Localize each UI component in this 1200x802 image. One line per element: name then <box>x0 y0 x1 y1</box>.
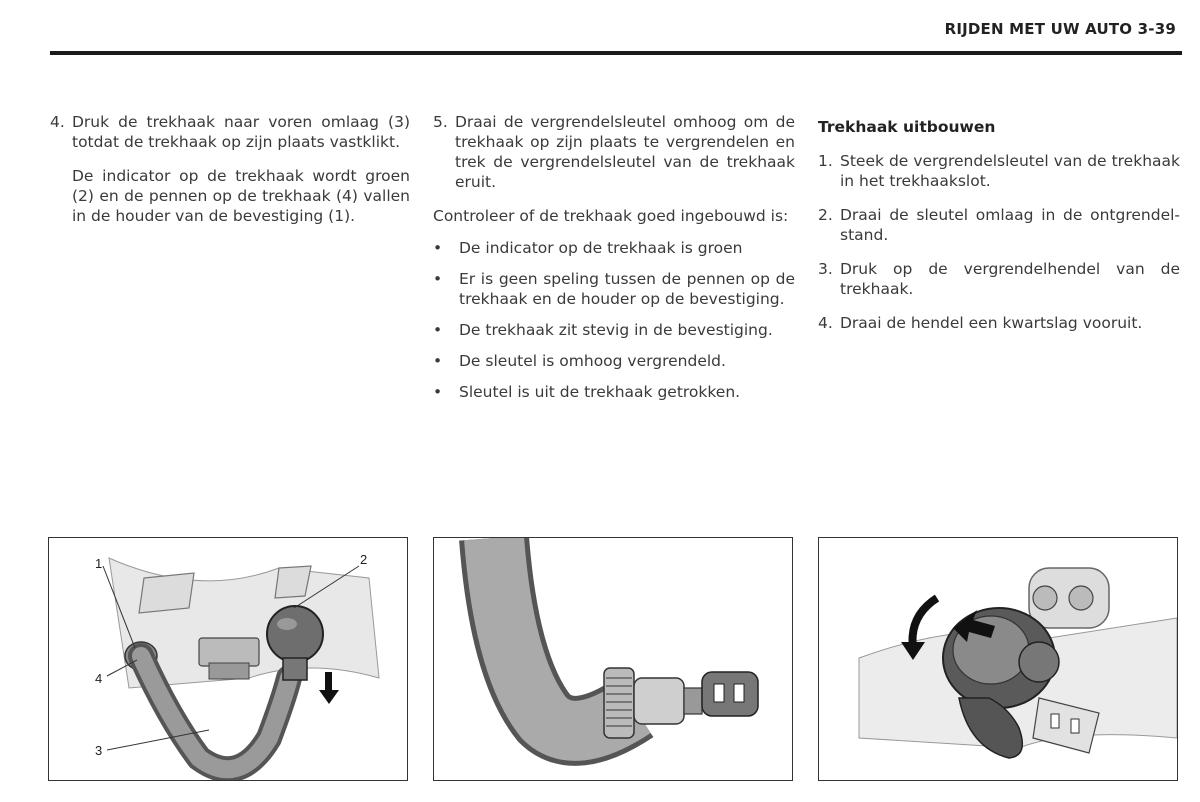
step-number: 3. <box>818 260 833 278</box>
figure-towbar-install <box>48 537 408 781</box>
column-2 <box>433 112 795 413</box>
step-text: Steek de vergrendelsleutel van de trekhaak in het trekhaakslot. <box>840 152 1180 190</box>
step-number: 4. <box>818 314 833 332</box>
check-intro: Controleer of de trekhaak goed ingebouwd is: <box>433 207 789 225</box>
indicator-paragraph: De indicator op de trekhaak wordt groen (2) en de pennen op de trekhaak (4) vallen in de houder van de bevestiging (1). <box>72 167 410 225</box>
bullet-dot: • <box>433 383 443 401</box>
callout-4: 4 <box>95 671 103 686</box>
step-number: 2. <box>818 206 833 224</box>
step-number: 1. <box>818 152 833 170</box>
step-text: Draai de sleutel omlaag in de ontgrendel-stand. <box>840 206 1180 244</box>
bullet-item <box>433 320 795 340</box>
column-3 <box>818 112 1180 347</box>
bullet-dot: • <box>433 321 443 339</box>
towbar-install-illustration <box>49 538 407 780</box>
bullet-text: De indicator op de trekhaak is groen <box>459 239 743 257</box>
bullet-text: Sleutel is uit de trekhaak getrokken. <box>459 383 741 401</box>
removal-step-1 <box>818 151 1180 191</box>
step-number: 5. <box>433 113 448 131</box>
bullet-item <box>433 382 795 402</box>
removal-step-3 <box>818 259 1180 299</box>
column-1 <box>50 112 410 238</box>
bullet-item <box>433 269 795 309</box>
removal-step-2 <box>818 205 1180 245</box>
bullet-item <box>433 351 795 371</box>
key-lock-illustration <box>434 538 792 780</box>
step-text: Draai de vergrendelsleutel omhoog om de trekhaak op zijn plaats te vergrendelen en trek de vergrendelsleutel van de trekhaak eruit. <box>455 113 795 191</box>
callout-2: 2 <box>360 552 368 567</box>
bullet-text: Er is geen speling tussen de pennen op de trekhaak en de houder op de bevestiging. <box>459 270 795 308</box>
removal-step-4 <box>818 313 1180 333</box>
bullet-text: De trekhaak zit stevig in de bevestiging. <box>459 321 773 339</box>
step-text: Druk de trekhaak naar voren omlaag (3) totdat de trekhaak op zijn plaats vastklikt. <box>72 113 410 151</box>
removal-lever-illustration <box>819 538 1177 780</box>
step-5-install <box>433 112 795 192</box>
step-text: Draai de hendel een kwartslag vooruit. <box>840 314 1143 332</box>
bullet-dot: • <box>433 352 443 370</box>
bullet-text: De sleutel is omhoog vergrendeld. <box>459 352 726 370</box>
bullet-dot: • <box>433 270 443 288</box>
figure-key-lock <box>433 537 793 781</box>
bullet-item <box>433 238 795 258</box>
step-number: 4. <box>50 113 65 131</box>
header-title: RIJDEN MET UW AUTO 3-39 <box>944 20 1176 38</box>
header-rule <box>50 51 1182 55</box>
callout-1: 1 <box>95 556 103 571</box>
bullet-dot: • <box>433 239 443 257</box>
section-heading: Trekhaak uitbouwen <box>818 118 996 136</box>
callout-3: 3 <box>95 743 103 758</box>
figure-removal-lever <box>818 537 1178 781</box>
step-text: Druk op de vergrendelhendel van de trekhaak. <box>840 260 1180 298</box>
step-4-install <box>50 112 410 152</box>
